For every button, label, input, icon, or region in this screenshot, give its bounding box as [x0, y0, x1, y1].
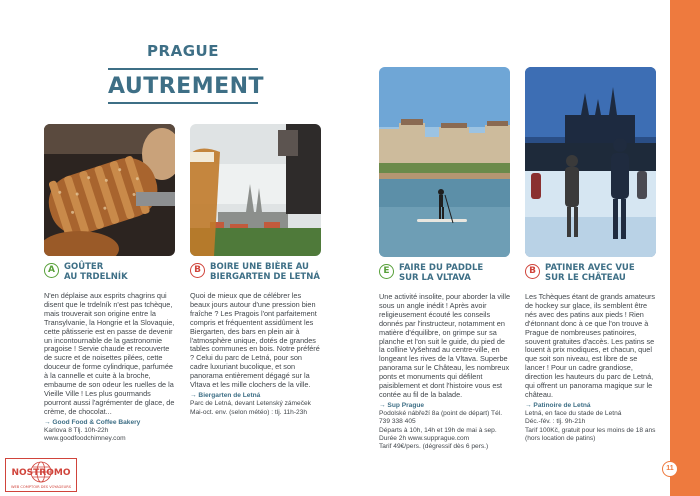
- card-title-line: GOÛTER: [64, 262, 104, 272]
- card-trdelnik-heading: [44, 262, 175, 282]
- venue-details: Durée 2h www.supprague.com: [379, 435, 470, 443]
- map-marker-badge: A: [44, 263, 59, 278]
- venue-name: → Biergarten de Letná: [190, 391, 261, 399]
- venue-name: → Sup Prague: [379, 401, 425, 409]
- venue-details: Parc de Letná, devant Letenský zámeček: [190, 400, 311, 408]
- logo-wordmark: NOSTROMO: [11, 468, 71, 478]
- paddle-photo: [379, 67, 510, 257]
- card-title-line: BOIRE UNE BIÈRE AU: [210, 262, 309, 272]
- card-title-line: AU TRDELNÍK: [64, 272, 128, 282]
- card-paddle: [379, 67, 510, 452]
- card-title-line: FAIRE DU PADDLE: [399, 263, 484, 273]
- card-title-line: SUR LA VLTAVA: [399, 273, 471, 283]
- map-marker-badge: B: [525, 264, 540, 279]
- venue-details: Tarif 49€/pers. (dégressif dès 6 pers.): [379, 443, 489, 451]
- page-edge-tab: [670, 0, 700, 496]
- card-venue: [190, 392, 321, 417]
- card-biergarten: [190, 124, 321, 417]
- card-skating-heading: [525, 263, 656, 283]
- map-marker-badge: E: [379, 264, 394, 279]
- card-body: Quoi de mieux que de célébrer les beaux jours autour d'une pression bien fraîche ? Les Pragois l'ont parfaitement compris et fréquentent assidûment les Biergarten, des bars en plein air à l'atmosphère unique, dotés de grandes tables communes en bois. Notre préféré ? Celui du parc de Letná, pour son cadre luxuriant bucolique, et son panorama entièrement dégagé sur la Vltava et les mille clochers de la ville.: [190, 291, 320, 390]
- trdelnik-photo: [44, 124, 175, 256]
- venue-name: → Good Food & Coffee Bakery: [44, 418, 141, 426]
- header-title: AUTREMENT: [108, 74, 265, 99]
- venue-details: Karlova 8 Tlj. 10h-22h www.goodfoodchimney.com: [44, 426, 126, 443]
- card-biergarten-heading: [190, 262, 321, 282]
- venue-details: Départs à 10h, 14h et 19h de mai à sep.: [379, 426, 497, 434]
- header-title-box: [108, 68, 265, 104]
- card-venue: [379, 402, 510, 452]
- map-marker-badge: B: [190, 263, 205, 278]
- card-body: N'en déplaise aux esprits chagrins qui disent que le trdelník n'est pas tchèque, mais trouverait son origine entre la Transylvanie, la Hongrie et la Slovaquie, cette pâtisserie est en passe de devenir un incontournable de la gastronomie pragoise ! Servie chaude et recouverte de sucre et de noisettes pilées, cette douceur de forme cylindrique, parfumée à la cannelle et cuite à la broche, embaume de son odeur les ruelles de la Vieille Ville ! Les plus gourmands pourront aussi l'agrémenter de glace, de crème, de chocolat...: [44, 291, 175, 416]
- card-venue: [525, 402, 656, 443]
- venue-name: → Patinoire de Letná: [525, 401, 591, 409]
- page-number: 11: [662, 461, 678, 477]
- biergarten-photo: [190, 124, 321, 256]
- header-kicker: PRAGUE: [147, 42, 219, 60]
- nostromo-logo: [5, 458, 77, 492]
- venue-details: Podolské nábřeží 8a (point de départ) Tél. 739 338 405: [379, 410, 503, 426]
- card-title-line: PATINER AVEC VUE: [545, 263, 635, 273]
- page-header: [108, 42, 265, 104]
- venue-details: Tarif 100Kč, gratuit pour les moins de 18 ans (hors location de patins): [525, 426, 656, 443]
- card-body: Une activité insolite, pour aborder la ville sous un angle inédit ! Après avoir religieusement écouté les conseils donnés par l'instructeur, notamment en matière d'équilibre, on grimpe sur sa planche et l'on suit le guide, du pied de la colline Vyšehrad au centre-ville, en longeant les rives de la Vltava. Superbe panorama sur le Château, les nombreux ponts et monuments qui défilent paisiblement et dont l'histoire vous est contée au fil de la balade.: [379, 292, 511, 399]
- card-venue: [44, 419, 175, 444]
- card-title-line: SUR LE CHÂTEAU: [545, 273, 626, 283]
- card-skating: [525, 67, 656, 443]
- venue-details: Letná, en face du stade de Letná: [525, 410, 622, 418]
- card-trdelnik: [44, 124, 175, 444]
- card-title-line: BIERGARTEN DE LETNÁ: [210, 272, 320, 282]
- skating-photo: [525, 67, 656, 257]
- card-paddle-heading: [379, 263, 510, 283]
- venue-details: Mai-oct. env. (selon météo) : tlj. 11h-23h: [190, 408, 308, 416]
- logo-tagline: WEB COMPTOIR DES VOYAGEURS: [10, 485, 72, 489]
- card-body: Les Tchèques étant de grands amateurs de hockey sur glace, ils semblent être nés avec des patins aux pieds ! Rien d'étonnant donc à ce que l'on trouve à Prague de nombreuses patinoires, souvent gratuites d'accès. Les patins se louent à prix modiques, et chacun, quel que soit son niveau, est libre de se lancer ! Pour un cadre grandiose, direction les hauteurs du parc de Letná, qui offrent un panorama magique sur le château.: [525, 292, 656, 399]
- venue-details: Déc.-fév. : tlj. 9h-21h: [525, 418, 586, 426]
